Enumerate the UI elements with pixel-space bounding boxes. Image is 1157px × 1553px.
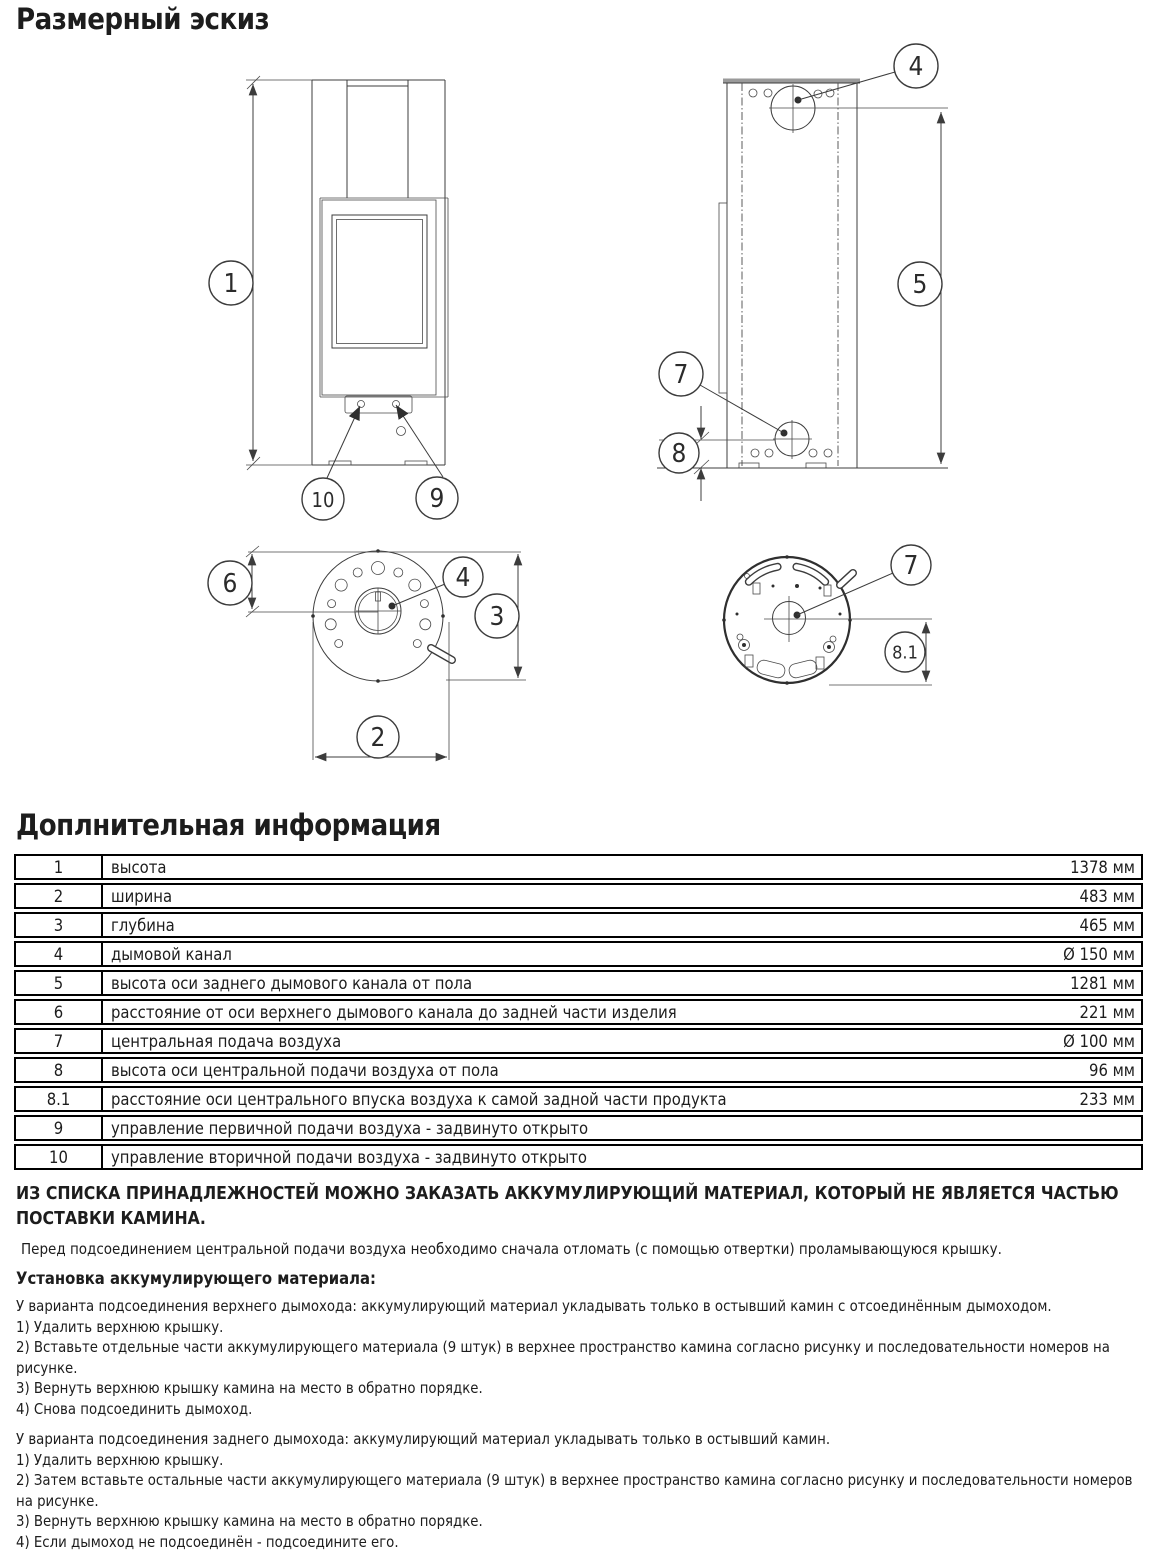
instruction-step: 1) Удалить верхнюю крышку. — [16, 1318, 1146, 1339]
callout-smoke-channel-top-label: 4 — [456, 563, 471, 593]
callout-secondary-air-label: 10 — [312, 488, 335, 512]
row-number: 6 — [16, 1001, 103, 1023]
table-row — [14, 1115, 1143, 1141]
callout-central-air-height — [659, 433, 699, 473]
instruction-intro: У варианта подсоединения верхнего дымохода: аккумулирующий материал укладывать только в остывший камин с отсоединённым дымоходом. — [16, 1297, 1146, 1318]
table-row — [14, 970, 1143, 996]
row-description: центральная подача воздуха — [103, 1030, 1015, 1052]
row-description: высота оси центральной подачи воздуха от пола — [103, 1059, 1015, 1081]
instruction-step: 1) Удалить верхнюю крышку. — [16, 1451, 1146, 1472]
row-value: 96 мм — [1015, 1059, 1141, 1081]
callout-smoke-channel-back — [894, 44, 938, 88]
callout-central-air-back — [659, 352, 703, 396]
row-value: 465 мм — [1015, 914, 1141, 936]
row-number: 2 — [16, 885, 103, 907]
bottom-view-drawing — [722, 545, 932, 685]
row-description: расстояние оси центрального впуска воздуха к самой задной части продукта — [103, 1088, 1015, 1110]
callout-flue-to-back-label: 6 — [223, 569, 238, 599]
info-section-title: Доплнительная информация — [16, 808, 441, 842]
table-row — [14, 854, 1143, 880]
table-row — [14, 1086, 1143, 1112]
table-row — [14, 1057, 1143, 1083]
callout-secondary-air-control — [302, 478, 344, 520]
callout-air-inlet-to-back-label: 8.1 — [892, 643, 918, 664]
row-description: расстояние от оси верхнего дымового канала до задней части изделия — [103, 1001, 1015, 1023]
notes-section — [16, 1182, 1146, 1553]
table-row — [14, 912, 1143, 938]
callout-primary-air-control — [416, 477, 458, 519]
callout-central-air-back-label: 7 — [674, 360, 689, 390]
callout-air-inlet-to-back-distance — [885, 632, 925, 672]
row-number: 5 — [16, 972, 103, 994]
row-number: 3 — [16, 914, 103, 936]
callout-flue-to-back-distance — [208, 561, 252, 605]
row-number: 8 — [16, 1059, 103, 1081]
instruction-step: 2) Затем вставьте остальные части аккумулирующего материала (9 штук) в верхнее пространство камина согласно рисунку и последовательности номеров на рисунке. — [16, 1471, 1146, 1512]
dimensions-table — [14, 854, 1143, 1173]
callout-depth — [475, 594, 519, 638]
row-number: 8.1 — [16, 1088, 103, 1110]
table-row — [14, 1028, 1143, 1054]
row-description: управление вторичной подачи воздуха - задвинуто открыто — [103, 1146, 1015, 1168]
row-number: 4 — [16, 943, 103, 965]
table-row — [14, 941, 1143, 967]
callout-height-label: 1 — [224, 269, 239, 299]
top-flue-instructions — [16, 1297, 1146, 1420]
callout-width — [357, 716, 399, 758]
top-view-drawing — [208, 546, 526, 760]
callout-smoke-channel-back-label: 4 — [909, 52, 924, 82]
row-number: 9 — [16, 1117, 103, 1139]
row-description: ширина — [103, 885, 1015, 907]
table-row — [14, 883, 1143, 909]
row-value — [1015, 1117, 1141, 1139]
table-row — [14, 1144, 1143, 1170]
row-number: 1 — [16, 856, 103, 878]
instruction-step: 2) Вставьте отдельные части аккумулирующего материала (9 штук) в верхнее пространство камина согласно рисунку и последовательности номеров на рисунке. — [16, 1338, 1146, 1379]
row-value — [1015, 1146, 1141, 1168]
row-value: 483 мм — [1015, 885, 1141, 907]
callout-rear-flue-height-label: 5 — [913, 270, 928, 300]
row-value: 233 мм — [1015, 1088, 1141, 1110]
instruction-intro: У варианта подсоединения заднего дымохода: аккумулирующий материал укладывать только в остывший камин. — [16, 1430, 1146, 1451]
instruction-step: 3) Вернуть верхнюю крышку камина на место в обратно порядке. — [16, 1512, 1146, 1533]
row-description: глубина — [103, 914, 1015, 936]
table-row — [14, 999, 1143, 1025]
callout-primary-air-label: 9 — [430, 484, 445, 514]
install-instructions-title: Установка аккумулирующего материала: — [16, 1268, 1146, 1290]
row-number: 7 — [16, 1030, 103, 1052]
row-number: 10 — [16, 1146, 103, 1168]
accessories-note: ИЗ СПИСКА ПРИНАДЛЕЖНОСТЕЙ МОЖНО ЗАКАЗАТЬ АККУМУЛИРУЮЩИЙ МАТЕРИАЛ, КОТОРЫЙ НЕ ЯВЛЯЕТСЯ ЧАСТЬЮ ПОСТАВКИ КАМИНА. — [16, 1182, 1146, 1232]
row-value: 221 мм — [1015, 1001, 1141, 1023]
callout-central-air-bottom-label: 7 — [904, 551, 919, 581]
callout-central-air-height-label: 8 — [672, 439, 687, 469]
page-title: Размерный эскиз — [16, 2, 269, 36]
row-description: управление первичной подачи воздуха - задвинуто открыто — [103, 1117, 1015, 1139]
row-description: высота — [103, 856, 1015, 878]
callout-rear-flue-height — [898, 262, 942, 306]
front-view-drawing — [209, 76, 458, 520]
rear-flue-instructions — [16, 1430, 1146, 1553]
row-value: Ø 100 мм — [1015, 1030, 1141, 1052]
back-view-drawing — [657, 44, 948, 501]
callout-central-air-bottom — [891, 545, 931, 585]
row-description: высота оси заднего дымового канала от пола — [103, 972, 1015, 994]
instruction-step: 4) Снова подсоединить дымоход. — [16, 1400, 1146, 1421]
callout-smoke-channel-top — [443, 557, 483, 597]
callout-width-label: 2 — [371, 723, 386, 753]
row-description: дымовой канал — [103, 943, 1015, 965]
air-supply-note: Перед подсоединением центральной подачи воздуха необходимо сначала отломать (с помощью отвертки) проламывающуюся крышку. — [16, 1239, 1146, 1259]
instruction-step: 3) Вернуть верхнюю крышку камина на место в обратно порядке. — [16, 1379, 1146, 1400]
row-value: 1378 мм — [1015, 856, 1141, 878]
callout-height — [209, 261, 253, 305]
row-value: Ø 150 мм — [1015, 943, 1141, 965]
instruction-step: 4) Если дымоход не подсоединён - подсоедините его. — [16, 1533, 1146, 1553]
row-value: 1281 мм — [1015, 972, 1141, 994]
callout-depth-label: 3 — [490, 602, 505, 632]
